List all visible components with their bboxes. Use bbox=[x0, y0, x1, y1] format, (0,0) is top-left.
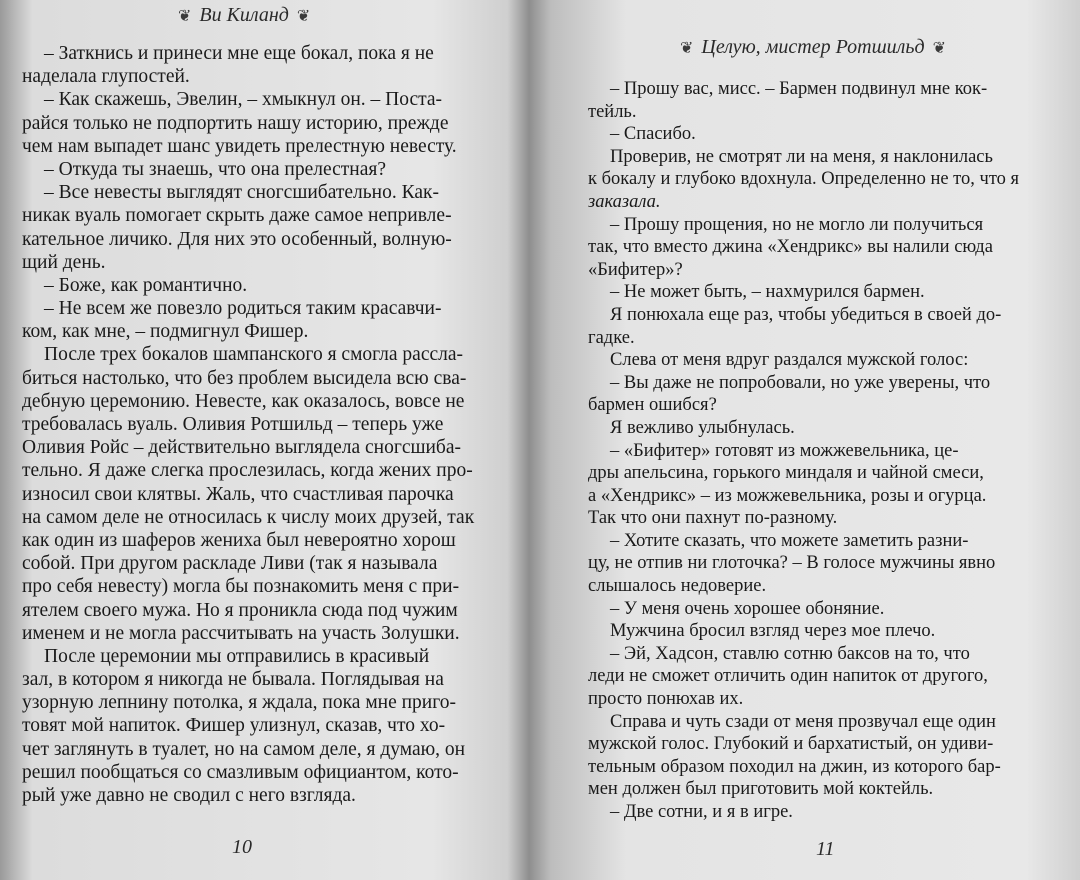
text-line: – Заткнись и принеси мне еще бокал, пока я не bbox=[44, 43, 434, 64]
text-line: Я понюхала еще раз, чтобы убедиться в своей до- bbox=[610, 304, 1002, 325]
text-line: именем и не могла рассчитывать на участь Золушки. bbox=[22, 622, 460, 644]
text-line: решил пообщаться со смазливым официантом, кото- bbox=[22, 761, 459, 783]
text-line: – Не может быть, – нахмурился бармен. bbox=[610, 282, 925, 303]
text-line: тейль. bbox=[588, 101, 637, 122]
text-line: чем нам выпадет шанс увидеть прелестную невесту. bbox=[22, 135, 457, 157]
text-line: – Не всем же повезло родиться таким красавчи- bbox=[44, 298, 442, 320]
text-line: Справа и чуть сзади от меня прозвучал еще один bbox=[610, 711, 996, 732]
text-line: гадке. bbox=[588, 327, 635, 348]
text-line: мен должен был приготовить мой коктейль. bbox=[588, 779, 934, 800]
text-line: узорную лепнину потолка, я ждала, пока мне приго- bbox=[22, 692, 456, 714]
text-line: – Боже, как романтично. bbox=[44, 274, 248, 296]
text-line: рый уже давно не сводил с него взгляда. bbox=[22, 785, 356, 806]
text-line: – У меня очень хорошее обоняние. bbox=[610, 598, 885, 619]
text-line: как один из шаферов жениха был невероятно хорош bbox=[22, 529, 456, 551]
text-line: – Вы даже не попробовали, но уже уверены, что bbox=[610, 372, 991, 393]
text-line: – Прошу вас, мисс. – Бармен подвинул мне кок- bbox=[610, 79, 988, 99]
text-line: – Все невесты выглядят сногсшибательно. Как- bbox=[44, 182, 439, 204]
text-line: После церемонии мы отправились в красивый bbox=[44, 645, 430, 667]
text-line: требовалась вуаль. Оливия Ротшильд – теперь уже bbox=[22, 414, 444, 435]
text-line: ятелем своего мужа. Но я проникла сюда под чужим bbox=[22, 599, 458, 621]
left-running-head bbox=[170, 4, 318, 27]
right-page-text bbox=[588, 78, 1048, 824]
ornament-left-icon: ❦ bbox=[680, 40, 694, 57]
text-line: Мужчина бросил взгляд через мое плечо. bbox=[610, 621, 936, 642]
text-line: цу, не отпив ни глоточка? – В голосе мужчины явно bbox=[588, 553, 996, 574]
text-line: Слева от меня вдруг раздался мужской голос: bbox=[610, 350, 969, 371]
text-line: кательное личико. Для них это особенный, волную- bbox=[22, 228, 452, 250]
text-line: – «Бифитер» готовят из можжевельника, це- bbox=[610, 440, 959, 461]
text-line: собой. При другом раскладе Ливи (так я называла bbox=[22, 553, 438, 575]
text-line: дебную церемонию. Невесте, как оказалось, вовсе не bbox=[22, 390, 465, 412]
right-running-head bbox=[672, 36, 954, 59]
text-line: райся только не подпортить нашу историю, прежде bbox=[22, 112, 449, 134]
text-line: Оливия Ройс – действительно выглядела сногсшиба- bbox=[22, 437, 461, 459]
text-line: дры апельсина, горького миндаля и чайной смеси, bbox=[588, 463, 984, 484]
text-line: чет заглянуть в туалет, но на самом деле, я думаю, он bbox=[22, 738, 466, 760]
right-page bbox=[532, 0, 1080, 880]
text-line: про себя невесту) могла бы познакомить меня с при- bbox=[22, 576, 460, 598]
text-line: на самом деле не относилась к числу моих друзей, так bbox=[22, 506, 475, 528]
left-page-text bbox=[22, 42, 500, 807]
text-line: Я вежливо улыбнулась. bbox=[610, 417, 795, 438]
text-line: – Прошу прощения, но не могло ли получиться bbox=[610, 214, 984, 235]
text-line: – Спасибо. bbox=[610, 124, 696, 145]
text-line: износил свои клятвы. Жаль, что счастливая парочка bbox=[22, 483, 454, 505]
ornament-right-icon: ❦ bbox=[932, 40, 947, 57]
author-name: Ви Киланд bbox=[199, 4, 289, 26]
text-line: – Две сотни, и я в игре. bbox=[610, 802, 793, 822]
text-line: наделала глупостей. bbox=[22, 66, 190, 88]
left-page bbox=[0, 0, 530, 880]
text-line: мужской голос. Глубокий и бархатистый, он удиви- bbox=[588, 734, 994, 755]
text-line: Проверив, не смотрят ли на меня, я наклонилась bbox=[610, 146, 993, 167]
text-line: товят мой напиток. Фишер улизнул, сказав, что хо- bbox=[22, 715, 446, 737]
text-line: леди не сможет отличить один напиток от другого, bbox=[588, 666, 988, 687]
text-line: тельно. Я даже слегка прослезилась, когда жених про- bbox=[22, 460, 473, 482]
book-title: Целую, мистер Ротшильд bbox=[701, 36, 925, 58]
text-line: тельным образом походил на джин, из которого бар- bbox=[588, 756, 1001, 777]
text-line: бармен ошибся? bbox=[588, 395, 717, 416]
text-line: а «Хендрикс» – из можжевельника, розы и огурца. bbox=[588, 485, 987, 506]
text-line: слышалось недоверие. bbox=[588, 576, 767, 597]
text-line: к бокалу и глубоко вдохнула. Определенно не то, что я bbox=[588, 169, 1020, 190]
text-line: заказала. bbox=[588, 191, 661, 212]
text-line: щий день. bbox=[22, 251, 106, 273]
text-line: так, что вместо джина «Хендрикс» вы налили сюда bbox=[588, 237, 993, 258]
text-line: зал, в котором я никогда не бывала. Поглядывая на bbox=[22, 669, 444, 691]
right-page-number: 11 bbox=[816, 838, 835, 860]
text-line: – Как скажешь, Эвелин, – хмыкнул он. – Поста- bbox=[44, 89, 443, 111]
ornament-right-icon: ❦ bbox=[296, 8, 311, 25]
text-line: просто понюхав их. bbox=[588, 689, 744, 710]
text-line: «Бифитер»? bbox=[588, 259, 683, 280]
left-page-number: 10 bbox=[232, 836, 252, 858]
text-line: ком, как мне, – подмигнул Фишер. bbox=[22, 321, 309, 343]
text-line: Так что они пахнут по-разному. bbox=[588, 508, 838, 529]
text-line: биться настолько, что без проблем высидела всю сва- bbox=[22, 367, 467, 389]
text-line: – Откуда ты знаешь, что она прелестная? bbox=[44, 158, 387, 180]
text-line: никак вуаль помогает скрыть даже самое непривле- bbox=[22, 205, 452, 227]
text-line: – Эй, Хадсон, ставлю сотню баксов на то, что bbox=[610, 643, 970, 664]
text-line: После трех бокалов шампанского я смогла рассла- bbox=[44, 344, 464, 366]
ornament-left-icon: ❦ bbox=[178, 8, 192, 25]
text-line: – Хотите сказать, что можете заметить разни- bbox=[610, 530, 969, 551]
